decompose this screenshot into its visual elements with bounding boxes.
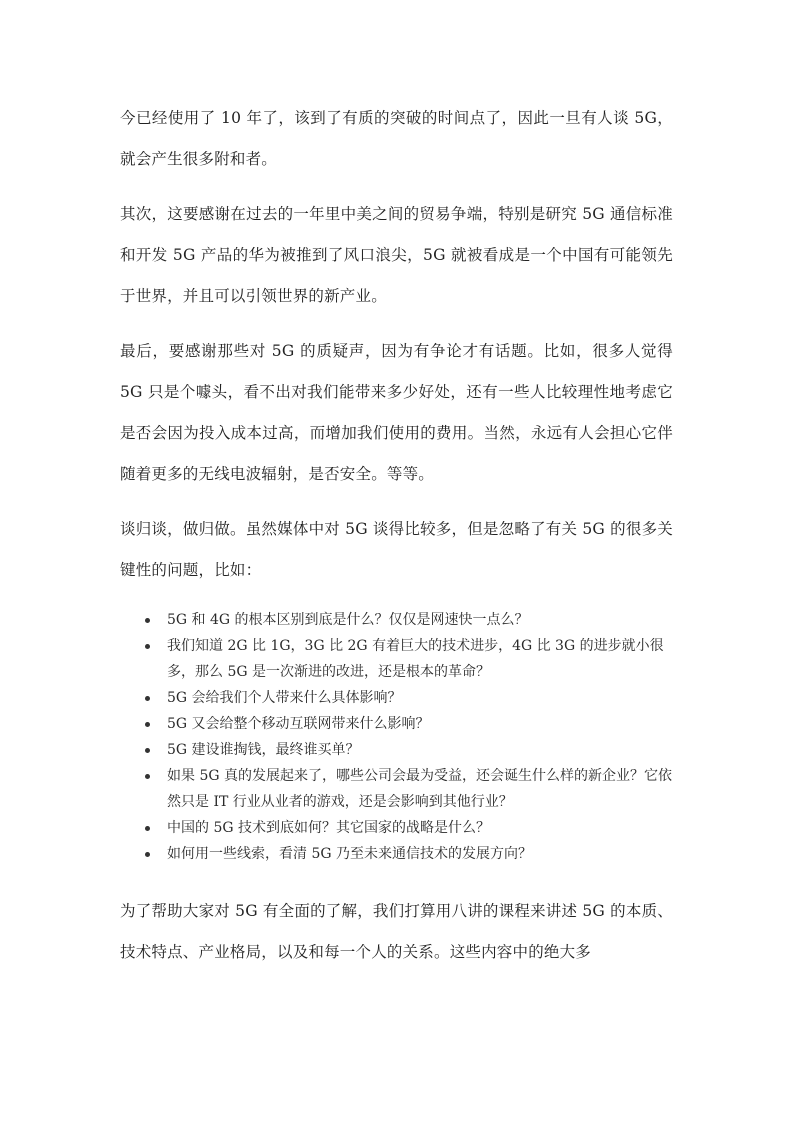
list-item-text: 中国的 5G 技术到底如何？其它国家的战略是什么？ [167,820,490,836]
bullet-dot-icon [145,748,150,753]
bullet-dot-icon [145,826,150,831]
bullet-dot-icon [145,644,150,649]
list-item [120,711,673,737]
list-item-text: 5G 又会给整个移动互联网带来什么影响？ [167,716,430,732]
list-item-text: 5G 会给我们个人带来什么具体影响？ [167,690,402,706]
bullet-dot-icon [145,852,150,857]
closing-paragraph: 为了帮助大家对 5G 有全面的了解，我们打算用八讲的课程来讲述 5G 的本质、技术特点、产业格局，以及和每一个人的关系。这些内容中的绝大多 [120,902,673,961]
paragraph-1: 今已经使用了 10 年了，该到了有质的突破的时间点了，因此一旦有人谈 5G，就会产生很多附和者。 [120,109,673,168]
list-item [120,633,673,685]
list-item-text: 5G 建设谁掏钱，最终谁买单？ [167,742,360,758]
list-item-text: 如果 5G 真的发展起来了，哪些公司会最为受益，还会诞生什么样的新企业？它依然只是 IT 行业从业者的游戏，还是会影响到其他行业？ [167,768,672,810]
list-item [120,815,673,841]
document-body [120,98,673,987]
paragraph-3: 最后，要感谢那些对 5G 的质疑声，因为有争论才有话题。比如，很多人觉得 5G 只是个噱头，看不出对我们能带来多少好处，还有一些人比较理性地考虑它是否会因为投入成本过高，而增加我们使用的费用。当然，永远有人会担心它伴随着更多的无线电波辐射，是否安全。等等。 [120,342,673,483]
bullet-dot-icon [145,722,150,727]
list-item-text: 5G 和 4G 的根本区别到底是什么？仅仅是网速快一点么？ [167,612,529,628]
paragraph-4: 谈归谈，做归做。虽然媒体中对 5G 谈得比较多，但是忽略了有关 5G 的很多关键性的问题，比如： [120,520,673,579]
question-list [120,607,673,867]
bullet-dot-icon [145,696,150,701]
list-item [120,685,673,711]
list-item [120,841,673,867]
paragraph-2: 其次，这要感谢在过去的一年里中美之间的贸易争端，特别是研究 5G 通信标准和开发 5G 产品的华为被推到了风口浪尖，5G 就被看成是一个中国有可能领先于世界，并且可以引领世界的新产业。 [120,205,673,305]
bullet-dot-icon [145,618,150,623]
bullet-dot-icon [145,774,150,779]
list-item [120,763,673,815]
list-item-text: 如何用一些线索，看清 5G 乃至未来通信技术的发展方向？ [167,846,532,862]
list-item [120,607,673,633]
list-item [120,737,673,763]
list-item-text: 我们知道 2G 比 1G，3G 比 2G 有着巨大的技术进步，4G 比 3G 的进步就小很多，那么 5G 是一次渐进的改进，还是根本的革命？ [167,638,664,680]
